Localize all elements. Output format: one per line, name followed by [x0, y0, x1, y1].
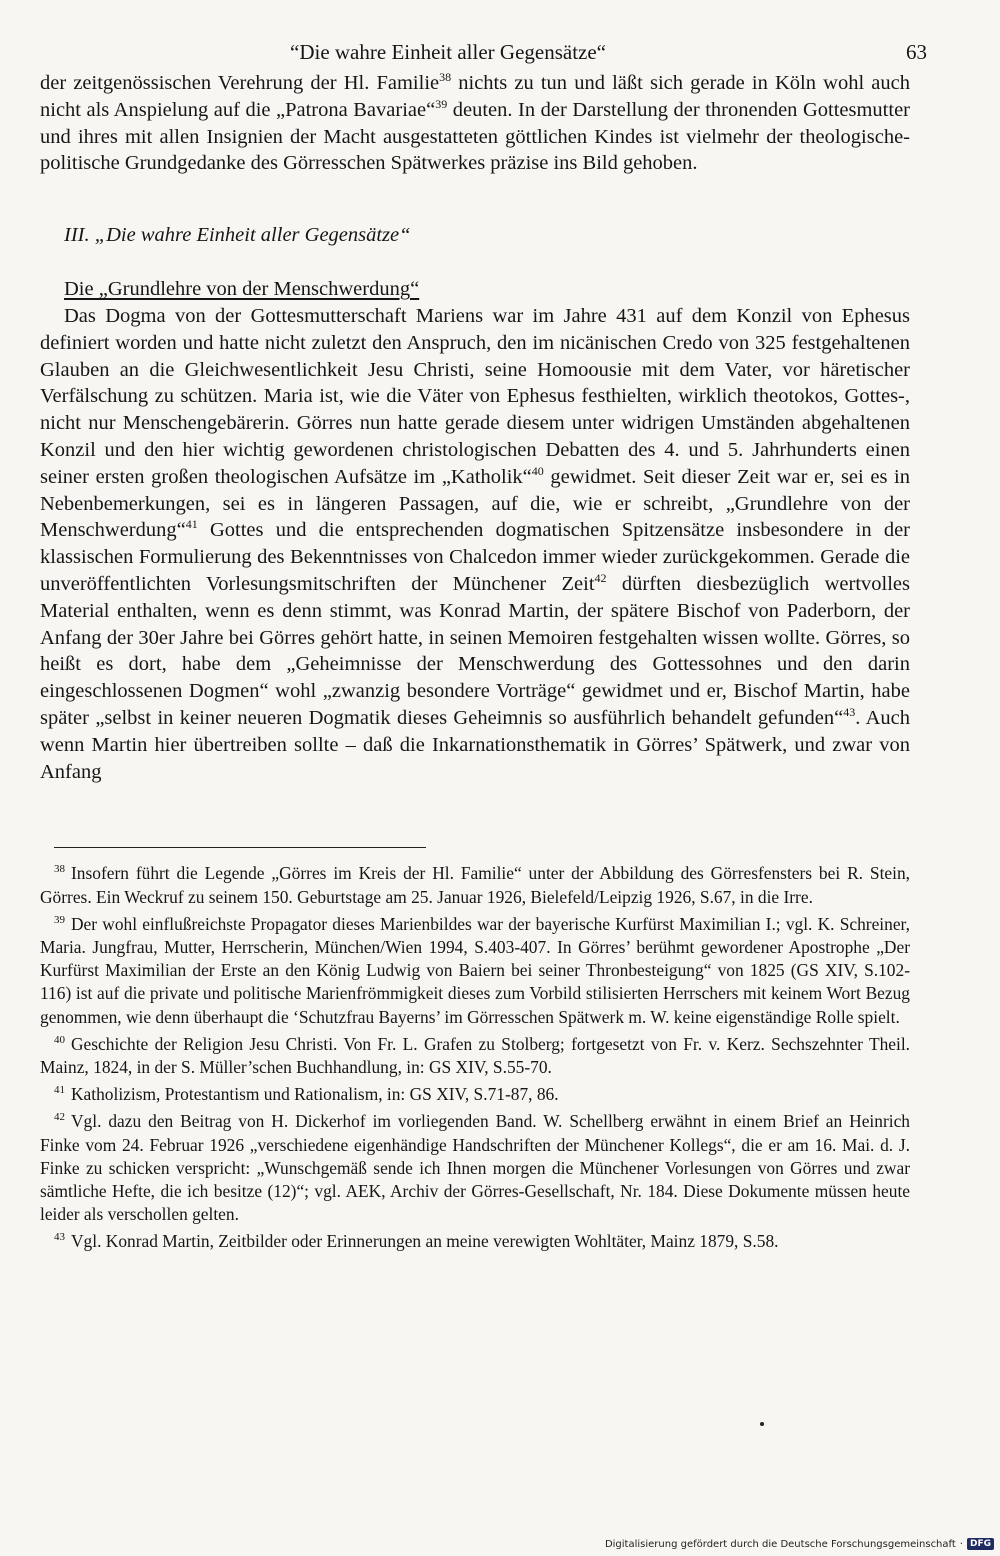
paragraph-2: Das Dogma von der Gottesmutterschaft Mariens war im Jahre 431 auf dem Konzil von Ephesus definiert worden und hatte nicht zuletzt den Anspruch, den im nicänischen Credo von 325 festgehaltenen Glauben an die Gleichwesentlichkeit Jesu Christi, seine Homoousie mit dem Vater, vor häretischer Verfälschung zu schützen. Maria ist, wie die Väter von Ephesus festhielten, wirklich theotokos, Gottes-, nicht nur Menschengebärerin. Görres nun hatte gerade diesem unter widrigen Umständen abgehaltenen Konzil und den hier wichtig gewordenen christologischen Debatten des 4. und 5. Jahrhunderts einen seiner ersten großen theologischen Aufsätze im „Katholik“$^{40}$ gewidmet. Seit dieser Zeit war er, sei es in Nebenbemerkungen, sei es in längeren Passagen, auf die, wie er schreibt, „Grundlehre von der Menschwerdung“$^{41}$ Gottes und die entsprechenden dogmatischen Spitzensätze insbesondere in der klassischen Formulierung des Bekenntnisses von Chalcedon immer wieder zurückgekommen. Gerade die unveröffentlichten Vorlesungsmitschriften der Münchener Zeit$^{42}$ dürften diesbezüglich wertvolles Material enthalten, wenn es denn stimmt, was Konrad Martin, der spätere Bischof von Paderborn, der Anfang der 30er Jahre bei Görres gehört hatte, in seinen Memoiren festgehalten wissen wollte. Görres, so heißt es dort, habe dem „Geheimnisse der Menschwerdung des Gottessohnes und den darin eingeschlossenen Dogmen“ wohl „zwanzig besondere Vorträge“ gewidmet und er, Bischof Martin, habe später „selbst in keiner neueren Dogmatik dieses Geheimnis so ausführlich behandelt gefunden“$^{43}$. Auch wenn Martin hier übertreiben sollte – daß die Inkarnationsthematik in Görres’ Spätwerk, und zwar von Anfang: [40, 304, 910, 783]
footnote-38: $^{38}$ Insofern führt die Legende „Görres im Kreis der Hl. Familie“ unter der Abbildung des Görresfensters bei R. Stein, Görres. Ein Weckruf zu seinem 150. Geburtstage am 25. Januar 1926, Bielefeld/Leipzig 1926, S.67, in die Irre.: [40, 863, 910, 907]
footnote-41: $^{41}$ Katholizism, Protestantism und Rationalism, in: GS XIV, S.71-87, 86.: [54, 1084, 559, 1105]
footnote-43: $^{43}$ Vgl. Konrad Martin, Zeitbilder oder Erinnerungen an meine verewigten Wohltäter, Mainz 1879, S.58.: [54, 1231, 779, 1252]
footnote-separator: [54, 847, 426, 848]
paragraph-1: der zeitgenössischen Verehrung der Hl. Familie$^{38}$ nichts zu tun und läßt sich gerade in Köln wohl auch nicht als Anspielung auf die „Patrona Bavariae“$^{39}$ deuten. In der Darstellung der thronenden Gottesmutter und ihres mit allen Insignien der Macht ausgestatteten göttlichen Kindes ist vielmehr der theologische-politische Grundgedanke des Görresschen Spätwerkes präzise ins Bild gehoben.: [40, 70, 910, 175]
footnote-ref-41: 41: [185, 517, 198, 532]
footnotes: [40, 862, 910, 1253]
running-head: [40, 38, 927, 70]
footnote-ref-42: 42: [594, 570, 607, 585]
footnote-39: $^{39}$ Der wohl einflußreichste Propagator dieses Marienbildes war der bayerische Kurfürst Maximilian I.; vgl. K. Schreiner, Maria. Jungfrau, Mutter, Herrscherin, München/Wien 1994, S.403-407. In Görres’ berühmt gewordener Apostrophe „Der Kurfürst Maximilian der Erste an den König Ludwig von Baiern bei seiner Thronbesteigung“ von 1825 (GS XIV, S.102-116) ist auf die private und politische Marienfrömmigkeit dieses zum Vorbild stilisierten Herrschers mit keinem Wort Bezug genommen, wie denn überhaupt die ‘Schutzfrau Bayerns’ im Görresschen Spätwerk m. W. keine eigenständige Rolle spielt.: [40, 913, 910, 1027]
running-title: “Die wahre Einheit aller Gegensätze“: [290, 40, 606, 64]
main-text: [40, 70, 910, 785]
footnote-ref-38: 38: [439, 70, 452, 84]
ink-dot: [760, 1422, 764, 1426]
footnote-40: $^{40}$ Geschichte der Religion Jesu Christi. Von Fr. L. Grafen zu Stolberg; fortgesetzt von Fr. v. Kerz. Sechszehnter Theil. Mainz, 1824, in der S. Müller’schen Buchhandlung, in: GS XIV, S.55-70.: [40, 1033, 910, 1077]
footnote-42: $^{42}$ Vgl. dazu den Beitrag von H. Dickerhof im vorliegenden Band. W. Schellberg erwähnt in einem Brief an Heinrich Finke vom 24. Februar 1926 „verschiedene eigenhändige Handschriften der Münchener Kollegs“, die er am 16. Mai. d. J. Finke zu schicken verspricht: „Wunschgemäß sende ich Ihnen morgen die Münchener Vorlesungen von Görres und zwar sämtliche Hefte, die ich besitze (12)“; vgl. AEK, Archiv der Görres-Gesellschaft, Nr. 184. Diese Dokumente müssen heute leider als verschollen gelten.: [40, 1111, 910, 1225]
section-heading: III. „Die wahre Einheit aller Gegensätze“: [64, 224, 411, 247]
page-number: 63: [906, 40, 927, 64]
book-page: [40, 38, 927, 1258]
dfg-logo-icon: DFG: [967, 1538, 994, 1550]
digitization-credit: Digitalisierung gefördert durch die Deutsche Forschungsgemeinschaft · DFG: [605, 1538, 994, 1550]
footnote-ref-40: 40: [531, 463, 544, 478]
footnote-ref-39: 39: [435, 96, 448, 111]
footnote-ref-43: 43: [843, 704, 856, 719]
credit-text: Digitalisierung gefördert durch die Deutsche Forschungsgemeinschaft: [604, 1538, 956, 1550]
sub-heading: Die „Grundlehre von der Menschwerdung“: [64, 278, 420, 301]
